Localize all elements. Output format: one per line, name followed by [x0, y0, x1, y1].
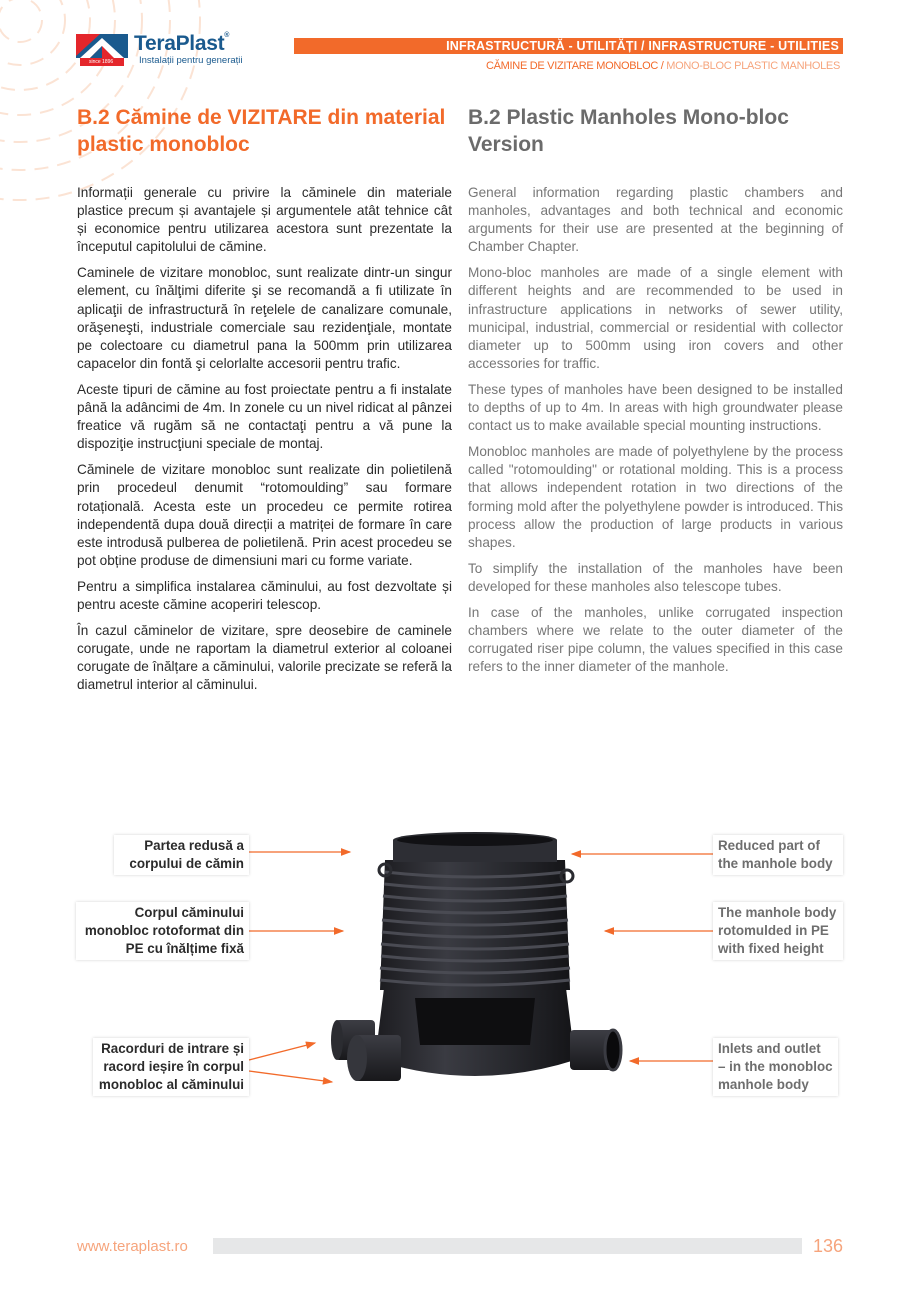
paragraph-ro-6: În cazul căminelor de vizitare, spre deosebire de caminele corugate, unde ne raportam la diametrul exterior al coloanei corugate de înălțare a căminului, valorile precizate se referă la diametrul interior al căminului.	[77, 623, 452, 693]
subtitle-ro: CĂMINE DE VIZITARE MONOBLOC /	[486, 60, 667, 72]
paragraph-en-6: In case of the manholes, unlike corrugated inspection chambers where we relate to the outer diameter of the corrugated riser pipe column, the values specified in this case refers to the inner diameter of the manhole.	[468, 604, 843, 675]
callout-line: manhole body	[718, 1077, 809, 1092]
logo-name-text: TeraPlast	[134, 32, 225, 55]
callout-line: racord ieșire în corpul	[103, 1059, 244, 1074]
title-en: B.2 Plastic Manholes Mono-bloc Version	[468, 106, 789, 156]
callout-line: corpului de cămin	[129, 856, 244, 871]
registered-mark: ®	[224, 32, 230, 39]
logo-tagline: Instalații pentru generații	[139, 55, 243, 66]
callout-line: – in the monobloc	[718, 1059, 833, 1074]
section-banner	[294, 38, 843, 54]
callout-line: Reduced part of	[718, 838, 820, 853]
paragraph-en-5: To simplify the installation of the manholes have been developed for these manholes also telescope tubes.	[468, 560, 843, 594]
paragraph-en-2: Mono-bloc manholes are made of a single element with different heights and are recommended to be used in infrastructure applications in networks of sewer utility, municipal, industrial, commercial or residential with collector diameter up to 500mm using iron covers and other accessories for traffic.	[468, 265, 843, 371]
callout-line: Partea redusă a	[144, 838, 244, 853]
paragraph-ro-2: Caminele de vizitare monobloc, sunt realizate dintr-un singur element, cu înălţimi diferite şi se recomandă a fi utilizate în aplicaţii de infrastructură în reţelele de canalizare comunale, orăşeneşti, industriale comerciale sau rezidenţiale, montate pe colectoare cu diametrul pana la 500mm prin utilizarea capacelor din fontă şi celorlalte accesorii pentru trafic.	[77, 265, 452, 371]
paragraph-ro-5: Pentru a simplifica instalarea căminului, au fost dezvoltate și pentru aceste cămine acoperiri telescop.	[77, 578, 452, 612]
footer-website-link[interactable]: www.teraplast.ro	[77, 1238, 188, 1255]
subtitle-en: MONO-BLOC PLASTIC MANHOLES	[666, 60, 840, 72]
section-banner-text: INFRASTRUCTURĂ - UTILITĂȚI / INFRASTRUCTURE - UTILITIES	[446, 39, 839, 53]
paragraph-ro-3: Aceste tipuri de cămine au fost proiectate pentru a fi instalate până la adâncimi de 4m. In zonele cu un nivel ridicat al pânzei freatice vă rugăm să ne contactaţi pentru a vă pune la dispoziţie instrucţiuni speciale de montaj.	[77, 381, 452, 452]
paragraph-en-4: Monobloc manholes are made of polyethylene by the process called "rotomoulding" or rotational molding. This is a process that allows independent rotation in two directions of the forming mold after the polyethylene powder is introduced. This process allow the production of large products in various shapes.	[468, 444, 843, 550]
paragraph-ro-4: Căminele de vizitare monobloc sunt realizate din polietilenă prin procedeul denumit “rotomoulding” sau formare rotațională. Acesta este un procedeu ce permite rotirea independentă dupa două direcții a matriței de formare în care este introdusă pulberea de polietilenă. Prin acest procedeu se pot obține produse de dimensiuni mari cu forme variate.	[77, 462, 452, 568]
title-ro: B.2 Cămine de VIZITARE din material plastic monobloc	[77, 106, 446, 156]
logo-name	[134, 32, 229, 56]
callout-ro-reduced-part	[114, 835, 249, 875]
logo-since: since 1896	[89, 59, 114, 65]
callout-line: the manhole body	[718, 856, 833, 871]
column-romanian	[77, 104, 452, 702]
callout-line: The manhole body	[718, 905, 837, 920]
footer-divider-bar	[213, 1238, 802, 1254]
manhole-figure	[0, 820, 920, 1110]
callout-line: Corpul căminului	[134, 905, 244, 920]
paragraph-ro-1: Informații generale cu privire la căminele din materiale plastice precum și avantajele și argumentele atât tehnice cât și economice pentru utilizarea acestora sunt prezentate la începutul capitolului de cămine.	[77, 185, 452, 255]
callout-line: monobloc al căminului	[98, 1077, 244, 1092]
section-subtitle	[486, 60, 840, 72]
paragraph-en-1: General information regarding plastic chambers and manholes, advantages and both technical and economic arguments for their use are presented at the beginning of Chamber Chapter.	[468, 185, 843, 255]
callout-ro-body	[76, 902, 249, 960]
callout-ro-inlets	[93, 1038, 249, 1096]
callout-line: Racorduri de intrare și	[101, 1041, 244, 1056]
column-english	[468, 104, 843, 684]
paragraph-en-3: These types of manholes have been designed to be installed to depths of up to 4m. In areas with high groundwater please contact us to make available special mounting instructions.	[468, 381, 843, 434]
callout-line: with fixed height	[718, 941, 824, 956]
callout-line: PE cu înălțime fixă	[125, 941, 244, 956]
teraplast-logo	[76, 34, 246, 70]
callout-en-reduced-part	[713, 835, 843, 875]
callout-en-body	[713, 902, 843, 960]
page-number: 136	[812, 1236, 843, 1256]
callout-line: rotomulded in PE	[718, 923, 829, 938]
callout-line: monobloc rotoformat din	[84, 923, 244, 938]
callout-en-inlets	[713, 1038, 838, 1096]
callout-line: Inlets and outlet	[718, 1041, 821, 1056]
